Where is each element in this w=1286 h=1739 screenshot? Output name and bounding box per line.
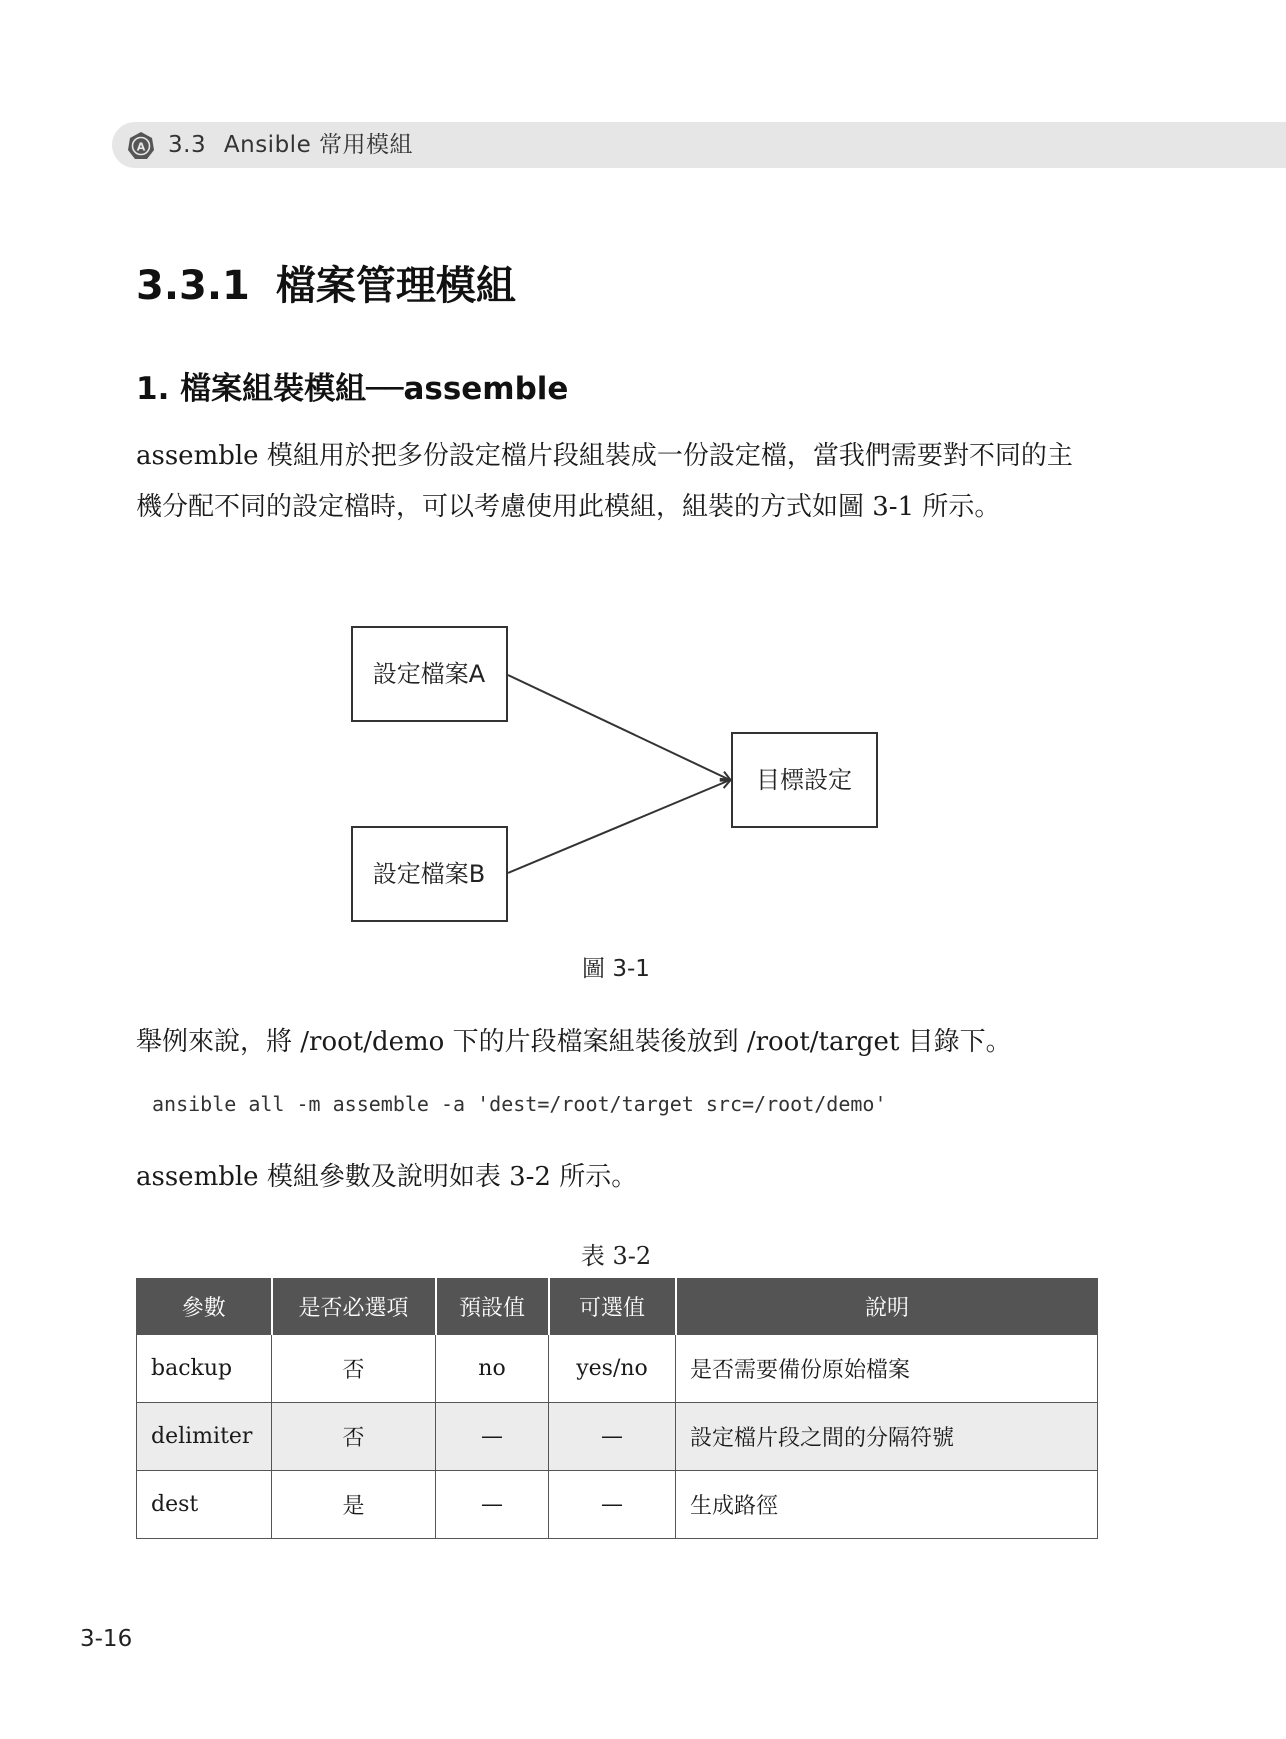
section-heading [136, 256, 516, 316]
box-b-label: 設定檔案B [372, 860, 486, 888]
cell-required: 是 [272, 1471, 436, 1539]
code-command: ansible all -m assemble -a 'dest=/root/target src=/root/demo' [152, 1092, 887, 1116]
cell-default: — [436, 1471, 549, 1539]
figure-caption: 圖 3-1 [582, 956, 650, 982]
cell-param: delimiter [137, 1403, 272, 1471]
subsection-heading: 1. 檔案組裝模組──assemble [136, 371, 569, 407]
cell-default: — [436, 1403, 549, 1471]
section-number: 3.3.1 [136, 263, 250, 309]
cell-description: 生成路徑 [676, 1471, 1098, 1539]
table-row [137, 1335, 1098, 1403]
cell-choices: — [549, 1471, 676, 1539]
example-paragraph: 舉例來說，將 /root/demo 下的片段檔案組裝後放到 /root/target 目錄下。 [136, 1027, 1012, 1057]
diagram-box-target [732, 733, 877, 827]
header-param: 參數 [137, 1278, 272, 1335]
header-description: 說明 [676, 1278, 1098, 1335]
cell-choices: — [549, 1403, 676, 1471]
table-row [137, 1471, 1098, 1539]
table-row [137, 1403, 1098, 1471]
cell-required: 否 [272, 1403, 436, 1471]
box-a-label: 設定檔案A [372, 660, 486, 688]
svg-text:A: A [136, 140, 146, 154]
cell-choices: yes/no [549, 1335, 676, 1403]
ansible-logo-icon [126, 131, 156, 161]
diagram-box-a [352, 627, 507, 721]
header-required: 是否必選項 [272, 1278, 436, 1335]
cell-param: backup [137, 1335, 272, 1403]
header-section-number: 3.3 [168, 132, 207, 158]
cell-default: no [436, 1335, 549, 1403]
assemble-diagram [340, 620, 900, 950]
running-header-title [168, 130, 413, 160]
cell-description: 是否需要備份原始檔案 [676, 1335, 1098, 1403]
table-caption: 表 3-2 [580, 1242, 652, 1270]
arrow-a-to-target [508, 675, 730, 780]
table-intro-paragraph: assemble 模組參數及說明如表 3-2 所示。 [136, 1162, 638, 1192]
header-chapter-title: Ansible 常用模組 [223, 132, 414, 158]
parameters-table [136, 1278, 1098, 1539]
header-default: 預設值 [436, 1278, 549, 1335]
cell-param: dest [137, 1471, 272, 1539]
cell-required: 否 [272, 1335, 436, 1403]
header-choices: 可選值 [549, 1278, 676, 1335]
intro-paragraph: assemble 模組用於把多份設定檔片段組裝成一份設定檔，當我們需要對不同的主機分配不同的設定檔時，可以考慮使用此模組，組裝的方式如圖 3-1 所示。 [136, 441, 1073, 522]
arrow-b-to-target [508, 780, 730, 873]
box-target-label: 目標設定 [756, 766, 852, 794]
table-header-row [137, 1278, 1098, 1335]
cell-description: 設定檔片段之間的分隔符號 [676, 1403, 1098, 1471]
page-number: 3-16 [80, 1626, 133, 1652]
section-title-text: 檔案管理模組 [275, 263, 516, 309]
diagram-box-b [352, 827, 507, 921]
